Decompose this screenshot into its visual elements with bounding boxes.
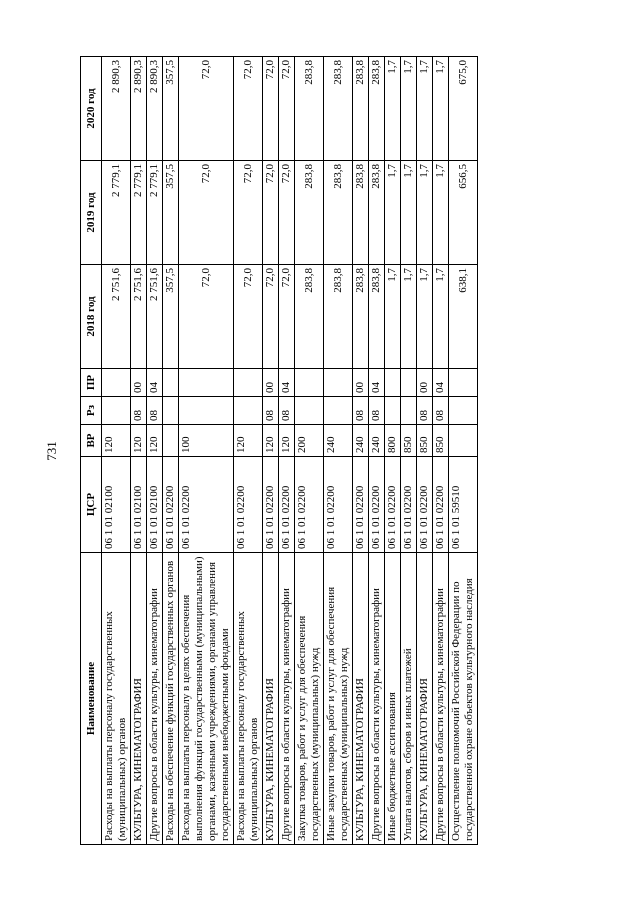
table-row [102,57,131,845]
cell-pr [102,369,131,397]
table-header-row [81,57,102,845]
cell-rz [102,397,131,425]
cell-vr: 850 [401,425,417,457]
cell-2019: 72,0 [263,161,279,265]
cell-pr [295,369,324,397]
rotated-table-wrapper [80,57,500,845]
cell-2018: 283,8 [324,265,353,369]
cell-pr [449,369,478,397]
cell-csr: 06 1 01 02200 [369,457,385,553]
table-row [385,57,401,845]
cell-vr: 120 [102,425,131,457]
cell-name: КУЛЬТУРА, КИНЕМАТОГРАФИЯ [417,553,433,845]
cell-2020: 72,0 [234,57,263,161]
cell-csr: 06 1 01 02200 [279,457,295,553]
cell-rz: 08 [147,397,163,425]
cell-2019: 72,0 [279,161,295,265]
cell-csr: 06 1 01 02100 [131,457,147,553]
cell-rz [324,397,353,425]
cell-2020: 2 890,3 [102,57,131,161]
cell-csr: 06 1 01 02200 [163,457,179,553]
table-row [324,57,353,845]
cell-rz: 08 [279,397,295,425]
cell-vr: 200 [295,425,324,457]
cell-2020: 283,8 [353,57,369,161]
table-row [234,57,263,845]
cell-csr: 06 1 01 02200 [401,457,417,553]
cell-2020: 2 890,3 [147,57,163,161]
cell-2019: 1,7 [417,161,433,265]
cell-name: Закупка товаров, работ и услуг для обеспечения государственных (муниципальных) нужд [295,553,324,845]
cell-2020: 283,8 [295,57,324,161]
cell-name: Иные закупки товаров, работ и услуг для обеспечения государственных (муниципальных) нужд [324,553,353,845]
cell-vr: 120 [131,425,147,457]
cell-rz [385,397,401,425]
cell-name: Осуществление полномочий Российской Федерации по государственной охране объектов культурного наследия [449,553,478,845]
cell-pr: 00 [263,369,279,397]
cell-2020: 357,5 [163,57,179,161]
header-name: Наименование [81,553,102,845]
cell-2020: 1,7 [433,57,449,161]
cell-2020: 675,0 [449,57,478,161]
cell-rz: 08 [417,397,433,425]
table-row [417,57,433,845]
cell-2019: 1,7 [385,161,401,265]
cell-vr: 120 [147,425,163,457]
cell-rz: 08 [433,397,449,425]
cell-2020: 72,0 [179,57,234,161]
cell-2019: 1,7 [433,161,449,265]
cell-vr: 120 [234,425,263,457]
cell-vr: 120 [279,425,295,457]
cell-vr [163,425,179,457]
cell-2018: 638,1 [449,265,478,369]
cell-name: Другие вопросы в области культуры, кинематографии [279,553,295,845]
cell-csr: 06 1 01 02200 [295,457,324,553]
cell-2018: 1,7 [401,265,417,369]
cell-csr: 06 1 01 02200 [324,457,353,553]
cell-pr [385,369,401,397]
cell-pr: 04 [433,369,449,397]
table-row [369,57,385,845]
cell-2019: 283,8 [324,161,353,265]
cell-2018: 1,7 [385,265,401,369]
header-2019: 2019 год [81,161,102,265]
cell-2020: 2 890,3 [131,57,147,161]
cell-2018: 72,0 [179,265,234,369]
header-vr: ВР [81,425,102,457]
cell-name: КУЛЬТУРА, КИНЕМАТОГРАФИЯ [263,553,279,845]
cell-2018: 2 751,6 [131,265,147,369]
cell-2019: 283,8 [295,161,324,265]
cell-vr: 850 [433,425,449,457]
cell-vr: 100 [179,425,234,457]
cell-pr [401,369,417,397]
cell-csr: 06 1 01 02200 [385,457,401,553]
cell-2019: 2 779,1 [131,161,147,265]
cell-2019: 357,5 [163,161,179,265]
cell-csr: 06 1 01 02200 [179,457,234,553]
cell-vr: 240 [324,425,353,457]
budget-table [80,56,478,845]
cell-name: Расходы на выплаты персоналу государственных (муниципальных) органов [102,553,131,845]
page-number: 731 [44,441,59,461]
table-row [263,57,279,845]
cell-vr: 240 [353,425,369,457]
table-row [433,57,449,845]
cell-rz: 08 [353,397,369,425]
cell-name: КУЛЬТУРА, КИНЕМАТОГРАФИЯ [353,553,369,845]
cell-2019: 2 779,1 [102,161,131,265]
table-body [102,57,478,845]
cell-pr: 00 [417,369,433,397]
cell-2018: 1,7 [433,265,449,369]
cell-pr: 00 [131,369,147,397]
cell-2020: 72,0 [279,57,295,161]
cell-2018: 72,0 [263,265,279,369]
cell-name: Другие вопросы в области культуры, кинематографии [147,553,163,845]
cell-name: Расходы на обеспечение функций государственных органов [163,553,179,845]
cell-csr: 06 1 01 02200 [417,457,433,553]
cell-2018: 1,7 [417,265,433,369]
cell-rz [401,397,417,425]
cell-name: Расходы на выплаты персоналу в целях обеспечения выполнения функций государственными (муниципальными) органами, казенными учреждениями, органами управления государственными внебюджетными фондами [179,553,234,845]
cell-2019: 283,8 [353,161,369,265]
cell-pr: 04 [369,369,385,397]
cell-pr: 04 [147,369,163,397]
cell-csr: 06 1 01 02200 [234,457,263,553]
cell-pr [179,369,234,397]
cell-csr: 06 1 01 02200 [263,457,279,553]
table-row [353,57,369,845]
header-pr: ПР [81,369,102,397]
cell-vr: 850 [417,425,433,457]
cell-2019: 1,7 [401,161,417,265]
cell-2018: 72,0 [279,265,295,369]
cell-2020: 1,7 [401,57,417,161]
cell-pr: 04 [279,369,295,397]
cell-csr: 06 1 01 02200 [433,457,449,553]
cell-2018: 283,8 [295,265,324,369]
cell-csr: 06 1 01 59510 [449,457,478,553]
cell-2020: 283,8 [324,57,353,161]
cell-2018: 2 751,6 [147,265,163,369]
cell-2019: 656,5 [449,161,478,265]
cell-rz [163,397,179,425]
table-row [449,57,478,845]
cell-2019: 72,0 [234,161,263,265]
cell-2020: 283,8 [369,57,385,161]
table-row [163,57,179,845]
header-csr: ЦСР [81,457,102,553]
cell-name: КУЛЬТУРА, КИНЕМАТОГРАФИЯ [131,553,147,845]
cell-name: Уплата налогов, сборов и иных платежей [401,553,417,845]
cell-2018: 72,0 [234,265,263,369]
cell-2020: 72,0 [263,57,279,161]
cell-2019: 72,0 [179,161,234,265]
table-row [279,57,295,845]
table-row [131,57,147,845]
cell-rz: 08 [263,397,279,425]
cell-name: Другие вопросы в области культуры, кинематографии [433,553,449,845]
cell-pr [324,369,353,397]
cell-name: Другие вопросы в области культуры, кинематографии [369,553,385,845]
header-2018: 2018 год [81,265,102,369]
cell-vr: 800 [385,425,401,457]
cell-2018: 357,5 [163,265,179,369]
table-row [295,57,324,845]
cell-name: Расходы на выплаты персоналу государственных (муниципальных) органов [234,553,263,845]
cell-2020: 1,7 [385,57,401,161]
cell-rz [449,397,478,425]
cell-csr: 06 1 01 02100 [102,457,131,553]
cell-2018: 2 751,6 [102,265,131,369]
cell-vr: 240 [369,425,385,457]
cell-csr: 06 1 01 02200 [353,457,369,553]
cell-rz [295,397,324,425]
cell-2018: 283,8 [353,265,369,369]
cell-vr [449,425,478,457]
cell-rz [234,397,263,425]
table-row [147,57,163,845]
table-row [401,57,417,845]
cell-rz: 08 [131,397,147,425]
cell-vr: 120 [263,425,279,457]
cell-name: Иные бюджетные ассигнования [385,553,401,845]
cell-pr: 00 [353,369,369,397]
header-rz: Рз [81,397,102,425]
cell-pr [163,369,179,397]
table-row [179,57,234,845]
cell-2019: 2 779,1 [147,161,163,265]
cell-2020: 1,7 [417,57,433,161]
header-2020: 2020 год [81,57,102,161]
cell-rz [179,397,234,425]
cell-2019: 283,8 [369,161,385,265]
cell-pr [234,369,263,397]
cell-rz: 08 [369,397,385,425]
cell-2018: 283,8 [369,265,385,369]
cell-csr: 06 1 01 02100 [147,457,163,553]
